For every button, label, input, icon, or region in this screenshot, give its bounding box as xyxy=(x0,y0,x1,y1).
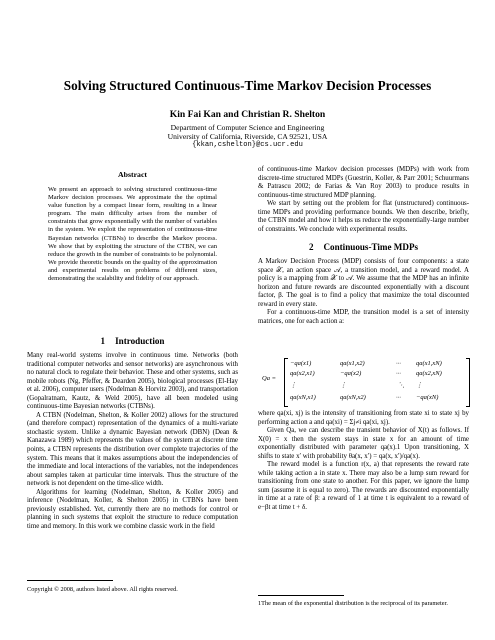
right-bracket xyxy=(466,358,470,407)
copyright-notice: Copyright © 2008, authors listed above. All rights reserved. xyxy=(27,586,178,593)
matrix-row xyxy=(288,360,466,369)
section-number: 2 xyxy=(308,242,314,252)
intro-body xyxy=(27,352,238,531)
section-2-body-top xyxy=(258,258,469,326)
matrix-cell: ⋱ xyxy=(398,382,405,389)
paper-title: Solving Structured Continuous-Time Markov Decision Processes xyxy=(63,78,432,93)
paragraph: A CTBN (Nodelman, Shelton, & Koller 2002) allows for the structured (and therefore compact) representation of the dynamics of a multi-variate stochastic system. Unlike a dynamic Bayesian network (DBN) (Dean & Kanazawa 1989) which represents the values of the system at discrete time points, a CTBN represents the distribution over complete trajectories of the system. This means that it makes assumptions about the independencies of the immediate and local interactions of the variables, not the independences about samples taken at particular time intervals. Thus the structure of the network is not dependent on the time-slice width. xyxy=(27,411,238,488)
section-2-heading xyxy=(258,242,469,252)
paragraph: where qa(xi, xj) is the intensity of transitioning from state xi to state xj by performing action a and qa(xi) = Σj≠i qa(xi, xj). xyxy=(258,410,469,426)
author-list: Kin Fai Kan and Christian R. Shelton xyxy=(169,109,326,120)
matrix-cell: ··· xyxy=(396,394,401,401)
matrix-cell: −qa(xN) xyxy=(416,394,439,401)
abstract-text: We present an approach to solving structured continuous-time Markov decision processes. We approximate the the optimal value function by a compact linear form, resulting in a linear program. The main difficulty arises from the number of constraints that grow exponentially with the number of variables in the system. We exploit the representation of continuous-time Bayesian networks (CTBNs) to describe the Markov process. We show that by exploiting the structure of the CTBN, we can reduce the growth in the number of constraints to be polynomial. We provide theoretic bounds on the quality of the approximation and experimental results on problems of different sizes, demonstrating the scalability and fidelity of our approach. xyxy=(48,186,217,283)
section-number: 1 xyxy=(100,336,106,346)
paragraph: We start by setting out the problem for flat (unstructured) continuous-time MDPs and providing performance bounds. We then describe, briefly, the CTBN model and how it helps us reduce the exponentially-large number of constraints. We conclude with experimental results. xyxy=(258,200,469,233)
author-email: {kkan,cshelton}@cs.ucr.edu xyxy=(192,141,303,149)
footnote-rule xyxy=(27,580,113,581)
affiliation-univ: University of California, Riverside, CA 92521, USA xyxy=(167,132,328,141)
matrix-cell: qa(x2,x1) xyxy=(290,370,315,377)
matrix-cell: ··· xyxy=(396,360,401,367)
paragraph: Given Qa, we can describe the transient behavior of X(t) as follows. If X(0) = x then the system stays in state x for an amount of time exponentially distributed with parameter qa(x).1 Upon transitioning, X shifts to state x′ with probability θa(x, x′) = qa(x, x′)/qa(x). xyxy=(258,427,469,460)
matrix-cell: −qa(x1) xyxy=(290,360,312,367)
paragraph: For a continuous-time MDP, the transition model is a set of intensity matrices, one for each action a: xyxy=(258,309,469,325)
matrix-cell: qa(xN,x1) xyxy=(290,394,316,401)
paragraph: Many real-world systems involve in continuous time. Networks (both traditional computer networks and sensor networks) are asynchronous with no natural clock to regulate their behavior. These and other systems, such as mobile robots (Ng, Pfeffer, & Dearden 2005), biological processes (El-Hay et al. 2006), computer users (Nodelman & Horvitz 2003), and transportation (Gopalratnam, Kautz, & Weld 2005), have all been modeled using continuous-time Bayesian networks (CTBNs). xyxy=(27,352,238,411)
section-1-heading xyxy=(27,336,238,346)
matrix-cell: qa(x2,xN) xyxy=(416,370,442,377)
footnote: 1The mean of the exponential distribution is the reciprocal of its parameter. xyxy=(258,600,448,607)
matrix-cell: ··· xyxy=(396,370,401,377)
paragraph: of continuous-time Markov decision processes (MDPs) with work from discrete-time structured MDPs (Guestrin, Koller, & Parr 2001; Schuurmans & Patrascu 2002; de Farias & Van Roy 2003) to produce results in continuous-time structured MDP planning. xyxy=(258,166,469,199)
footnote-rule xyxy=(258,595,344,596)
matrix-row xyxy=(288,370,466,379)
paragraph: A Markov Decision Process (MDP) consists of four components: a state space 𝒳, an action space 𝒜, a transition model, and a reward model. A policy is a mapping from 𝒳 to 𝒜. We assume that the MDP has an infinite horizon and future rewards are discounted exponentially with a discount factor, β. The goal is to find a policy that maximize the total discounted reward in every state. xyxy=(258,258,469,308)
section-title: Introduction xyxy=(115,336,165,346)
matrix-cell: ⋮ xyxy=(290,382,297,389)
matrix-cell: qa(x1,xN) xyxy=(416,360,442,367)
affiliation-dept: Department of Computer Science and Engineering xyxy=(170,123,325,132)
matrix-cell: qa(xN,x2) xyxy=(340,394,366,401)
matrix-label: Qa = xyxy=(262,375,276,382)
right-column-intro xyxy=(258,166,469,234)
abstract-heading: Abstract xyxy=(117,170,147,179)
matrix-row xyxy=(288,394,466,403)
paragraph: The reward model is a function r(x, a) that represents the reward rate while taking action a in state x. There may also be a lump sum reward for transitioning from one state to another. For this paper, we ignore the lump sum (assume it is equal to zero). The rewards are discounted exponentially in time at a rate of β: a reward of 1 at time t is equivalent to a reward of e−βt at time t + δ. xyxy=(258,461,469,512)
matrix-cell: −qa(x2) xyxy=(340,370,362,377)
section-2-body-bottom xyxy=(258,410,469,513)
matrix-cell: ⋮ xyxy=(416,382,423,389)
section-title: Continuous-Time MDPs xyxy=(323,242,419,252)
paragraph: Algorithms for learning (Nodelman, Shelton, & Koller 2005) and inference (Nodelman, Koller, & Shelton 2005) in CTBNs have been previously established. Yet, currently there are no methods for control or planning in such systems that exploit the structure to reduce computation time and memory. In this work we combine classic work in the field xyxy=(27,488,238,530)
intensity-matrix xyxy=(260,357,470,407)
matrix-cell: qa(x1,x2) xyxy=(340,360,365,367)
matrix-cell: ⋮ xyxy=(340,382,347,389)
matrix-row xyxy=(288,381,466,390)
